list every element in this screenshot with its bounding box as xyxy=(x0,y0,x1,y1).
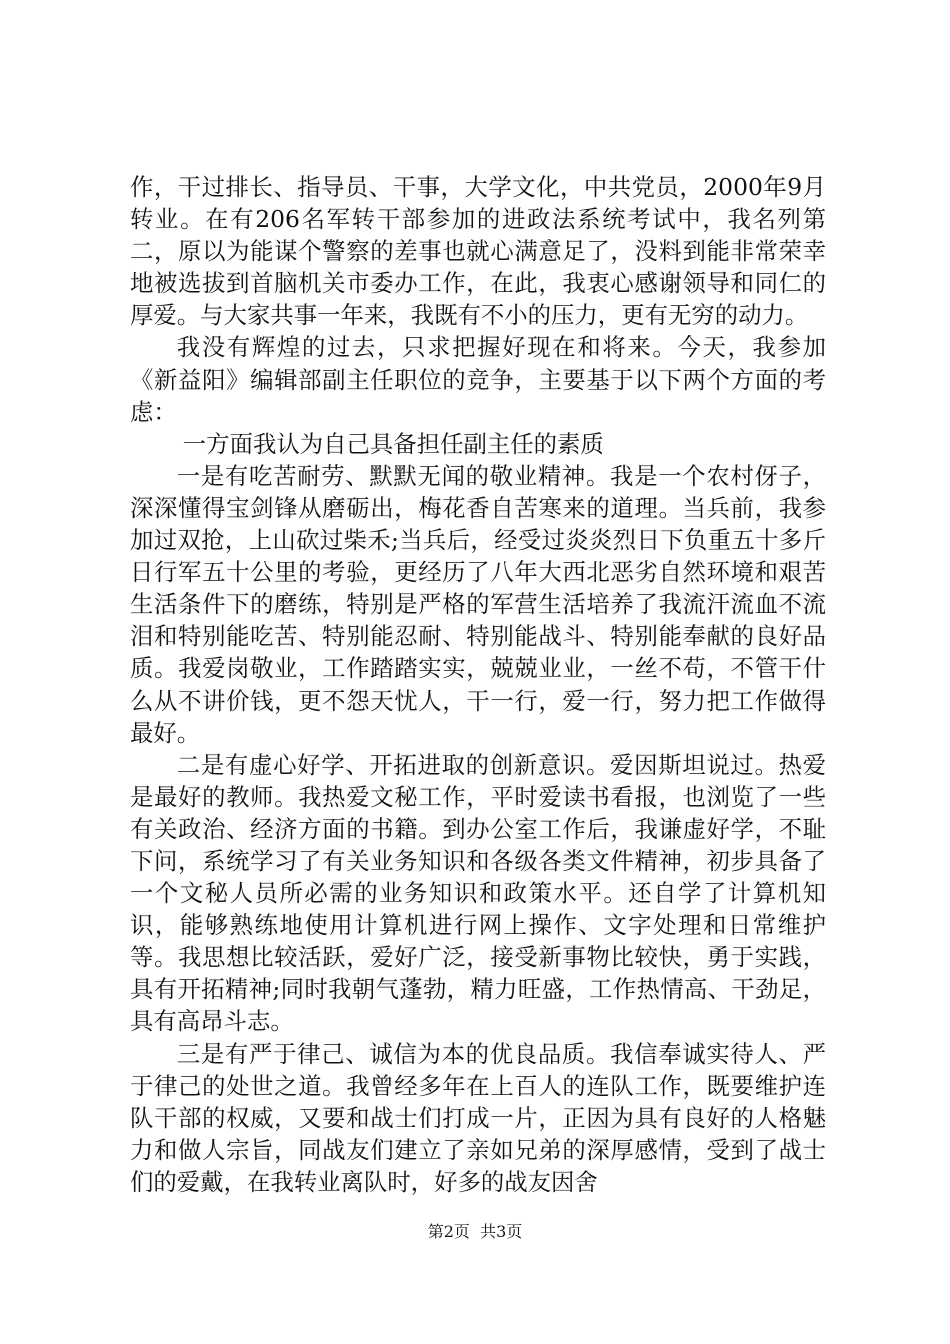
page-number-footer: 第2页 共3页 xyxy=(427,1222,523,1241)
document-body xyxy=(130,171,826,1198)
section-heading: 一方面我认为自己具备担任副主任的素质 xyxy=(182,429,604,458)
paragraph-intro: 我没有辉煌的过去，只求把握好现在和将来。今天，我参加《新益阳》编辑部副主任职位的竞争，主要基于以下两个方面的考虑： xyxy=(130,333,826,426)
paragraph-point-two: 二是有虚心好学、开拓进取的创新意识。爱因斯坦说过。热爱是最好的教师。我热爱文秘工作，平时爱读书看报，也浏览了一些有关政治、经济方面的书籍。到办公室工作后，我谦虚好学，不耻下问，系统学习了有关业务知识和各级各类文件精神，初步具备了一个文秘人员所必需的业务知识和政策水平。还自学了计算机知识，能够熟练地使用计算机进行网上操作、文字处理和日常维护等。我思想比较活跃，爱好广泛，接受新事物比较快，勇于实践，具有开拓精神;同时我朝气蓬勃，精力旺盛，工作热情高、干劲足，具有高昂斗志。 xyxy=(130,750,826,1036)
paragraph-continuation: 作，干过排长、指导员、干事，大学文化，中共党员，2000年9月转业。在有206名军转干部参加的进政法系统考试中，我名列第二，原以为能谋个警察的差事也就心满意足了，没料到能非常荣幸地被选拔到首脑机关市委办工作，在此，我衷心感谢领导和同仁的厚爱。与大家共事一年来，我既有不小的压力，更有无穷的动力。 xyxy=(130,173,826,330)
paragraph-point-one: 一是有吃苦耐劳、默默无闻的敬业精神。我是一个农村伢子，深深懂得宝剑锋从磨砺出，梅花香自苦寒来的道理。当兵前，我参加过双抢，上山砍过柴禾;当兵后，经受过炎炎烈日下负重五十多斤日行军五十公里的考验，更经历了八年大西北恶劣自然环境和艰苦生活条件下的磨练，特别是严格的军营生活培养了我流汗流血不流泪和特别能吃苦、特别能忍耐、特别能战斗、特别能奉献的良好品质。我爱岗敬业，工作踏踏实实，兢兢业业，一丝不苟，不管干什么从不讲价钱，更不怨天忧人，干一行，爱一行，努力把工作做得最好。 xyxy=(130,461,826,747)
paragraph-point-three: 三是有严于律己、诚信为本的优良品质。我信奉诚实待人、严于律己的处世之道。我曾经多年在上百人的连队工作，既要维护连队干部的权威，又要和战士们打成一片，正因为具有良好的人格魅力和做人宗旨，同战友们建立了亲如兄弟的深厚感情，受到了战士们的爱戴，在我转业离队时，好多的战友因舍 xyxy=(130,1039,826,1196)
